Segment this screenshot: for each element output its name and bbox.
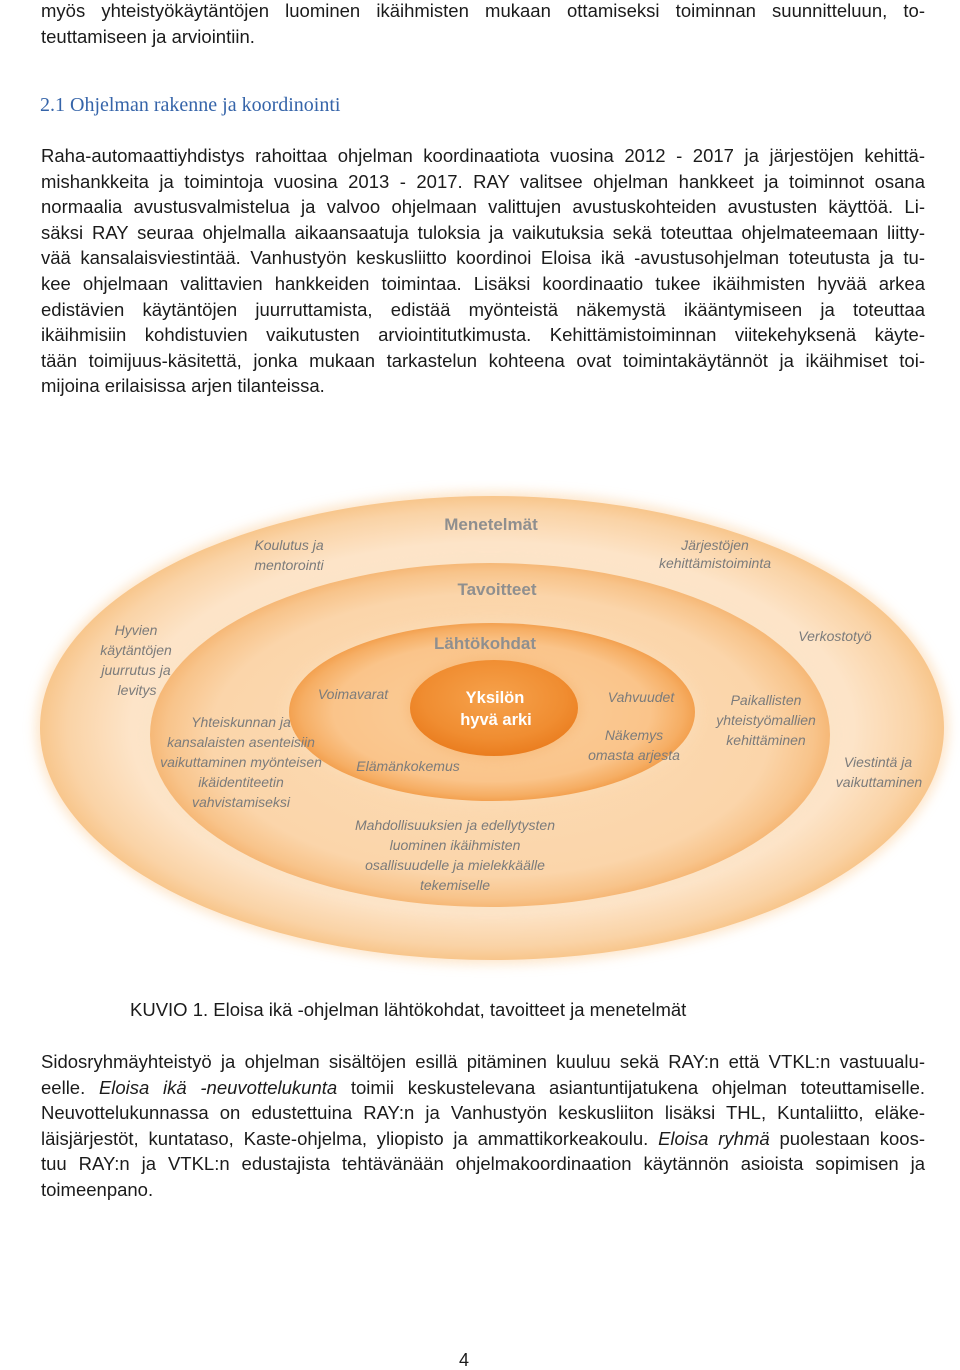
core-label: hyvä arki	[460, 711, 532, 729]
page-number: 4	[459, 1350, 470, 1370]
text-line: mishankkeita ja toimintoja vuosina 2013 - 2017. RAY valitsee ohjelman hankkeet ja toiminnot osana	[41, 170, 925, 192]
goal-label: kehittäminen	[726, 732, 806, 748]
text-line: teuttamiseen ja arviointiin.	[41, 25, 255, 47]
emphasis-text: Eloisa ikä -neuvottelukunta	[98, 1076, 338, 1098]
text-line: kee ohjelmaan valittavien hankkeiden toimintaa. Lisäksi koordinaatio tukee ikäihmisten hyvää arkea	[41, 272, 925, 294]
method-label: käytäntöjen	[100, 642, 172, 658]
method-label: vaikuttaminen	[835, 774, 923, 790]
method-label: Hyvien	[114, 622, 158, 638]
starting-point-label: Elämänkokemus	[356, 758, 460, 774]
goal-label: yhteistyömallien	[716, 712, 816, 728]
text-segment: Sidosryhmäyhteistyö ja ohjelman sisältöjen esillä pitäminen kuuluu sekä RAY:n että VTKL:n vastuualu-	[41, 1051, 925, 1072]
text-line: ikäihmisiin kohdistuvien vaikutusten arviointitutkimusta. Kehittämistoiminnan viitekehyksenä käyte-	[41, 324, 925, 346]
goal-label: Mahdollisuuksien ja edellytysten	[355, 817, 555, 833]
core-label: Yksilön	[465, 689, 525, 707]
text-line: Raha-automaattiyhdistys rahoittaa ohjelman koordinaatiota vuosina 2012 - 2017 ja järjestöjen kehittä-	[41, 145, 925, 166]
starting-points-title: Lähtökohdat	[434, 634, 536, 653]
text-line	[41, 1075, 925, 1101]
text-segment: puolestaan koos-	[779, 1127, 925, 1149]
goal-label: vaikuttaminen myönteisen	[160, 754, 322, 770]
goal-label: ikäidentiteetin	[198, 774, 284, 790]
starting-point-label: Voimavarat	[317, 686, 389, 702]
text-line: säksi RAY seuraa ohjelmalla aikaansaatuja tuloksia ja vaikutuksia sekä toteuttaa ohjelmateemaan liitty-	[41, 221, 925, 243]
method-label: Järjestöjen	[681, 537, 749, 553]
emphasis-text: Eloisa ryhmä	[658, 1127, 770, 1149]
goals-title: Tavoitteet	[457, 580, 537, 599]
text-line	[41, 1151, 925, 1177]
starting-point-label: Vahvuudet	[607, 689, 675, 705]
text-line	[41, 1100, 925, 1126]
text-segment: toimeenpano.	[41, 1178, 154, 1200]
goal-label: Yhteiskunnan ja	[191, 714, 291, 730]
text-line	[41, 1177, 925, 1203]
text-segment: eelle.	[41, 1076, 86, 1098]
text-line: vää kansalaisviestintää. Vanhustyön keskusliitto koordinoi Eloisa ikä -avustusohjelman toteutusta ja tu-	[41, 247, 925, 269]
text-line	[41, 1126, 925, 1152]
method-label: levitys	[117, 682, 157, 698]
method-label: Verkostotyö	[798, 628, 872, 644]
starting-point-label: omasta arjesta	[588, 747, 680, 763]
goal-label: osallisuudelle ja mielekkäälle	[365, 857, 545, 873]
method-label: mentorointi	[254, 557, 324, 573]
method-label: kehittämistoiminta	[658, 555, 772, 571]
section-heading: 2.1 Ohjelman rakenne ja koordinointi	[40, 94, 341, 116]
starting-point-label: Näkemys	[604, 727, 664, 743]
goal-label: vahvistamiseksi	[191, 794, 291, 810]
goal-label: Paikallisten	[730, 692, 802, 708]
intro-paragraph	[41, 0, 925, 49]
goal-label: luominen ikäihmisten	[389, 837, 521, 853]
text-segment: läisjärjestöt, kuntataso, Kaste-ohjelma, yliopisto ja ammattikorkeakoulu.	[41, 1127, 649, 1149]
text-line	[41, 1049, 925, 1075]
text-segment: toimii keskustelevana asiantuntijatukena ohjelman toteuttamiselle.	[350, 1076, 926, 1098]
methods-title: Menetelmät	[444, 515, 538, 534]
program-structure-diagram	[0, 480, 960, 980]
body-paragraph	[41, 1049, 925, 1203]
goal-label: tekemiselle	[419, 877, 491, 893]
method-label: juurrutus ja	[101, 662, 171, 678]
text-line: myös yhteistyökäytäntöjen luominen ikäihmisten mukaan ottamiseksi toiminnan suunnitteluun, to-	[41, 0, 925, 21]
core-circle	[410, 660, 578, 756]
text-segment: Neuvottelukunnassa on edustettuina RAY:n ja Vanhustyön keskusliiton lisäksi THL, Kuntaliitto, eläke-	[41, 1102, 925, 1124]
text-line: tään toimijuus-käsitettä, jonka mukaan tarkastelun kohteena ovat toimintakäytännöt ja ikäihmiset toi-	[41, 349, 925, 371]
text-segment: tuu RAY:n ja VTKL:n edustajista tehtävänään ohjelmakoordinaation käytännön asioista sopimisen ja	[41, 1153, 925, 1175]
text-line: edistävien käytäntöjen juurruttamista, edistää myönteistä näkemystä ikääntymiseen ja toteuttaa	[41, 298, 925, 320]
goal-label: kansalaisten asenteisiin	[167, 734, 315, 750]
method-label: Viestintä ja	[843, 754, 913, 770]
body-paragraph	[41, 143, 925, 399]
method-label: Koulutus ja	[254, 537, 324, 553]
figure-caption: KUVIO 1. Eloisa ikä -ohjelman lähtökohdat, tavoitteet ja menetelmät	[130, 999, 687, 1020]
text-line: normaalia avustusvalmistelua ja valvoo ohjelmaan valittujen avustuskohteiden avustusten käyttöä. Li-	[41, 196, 925, 218]
text-line: mijoina erilaisissa arjen tilanteissa.	[41, 375, 325, 397]
